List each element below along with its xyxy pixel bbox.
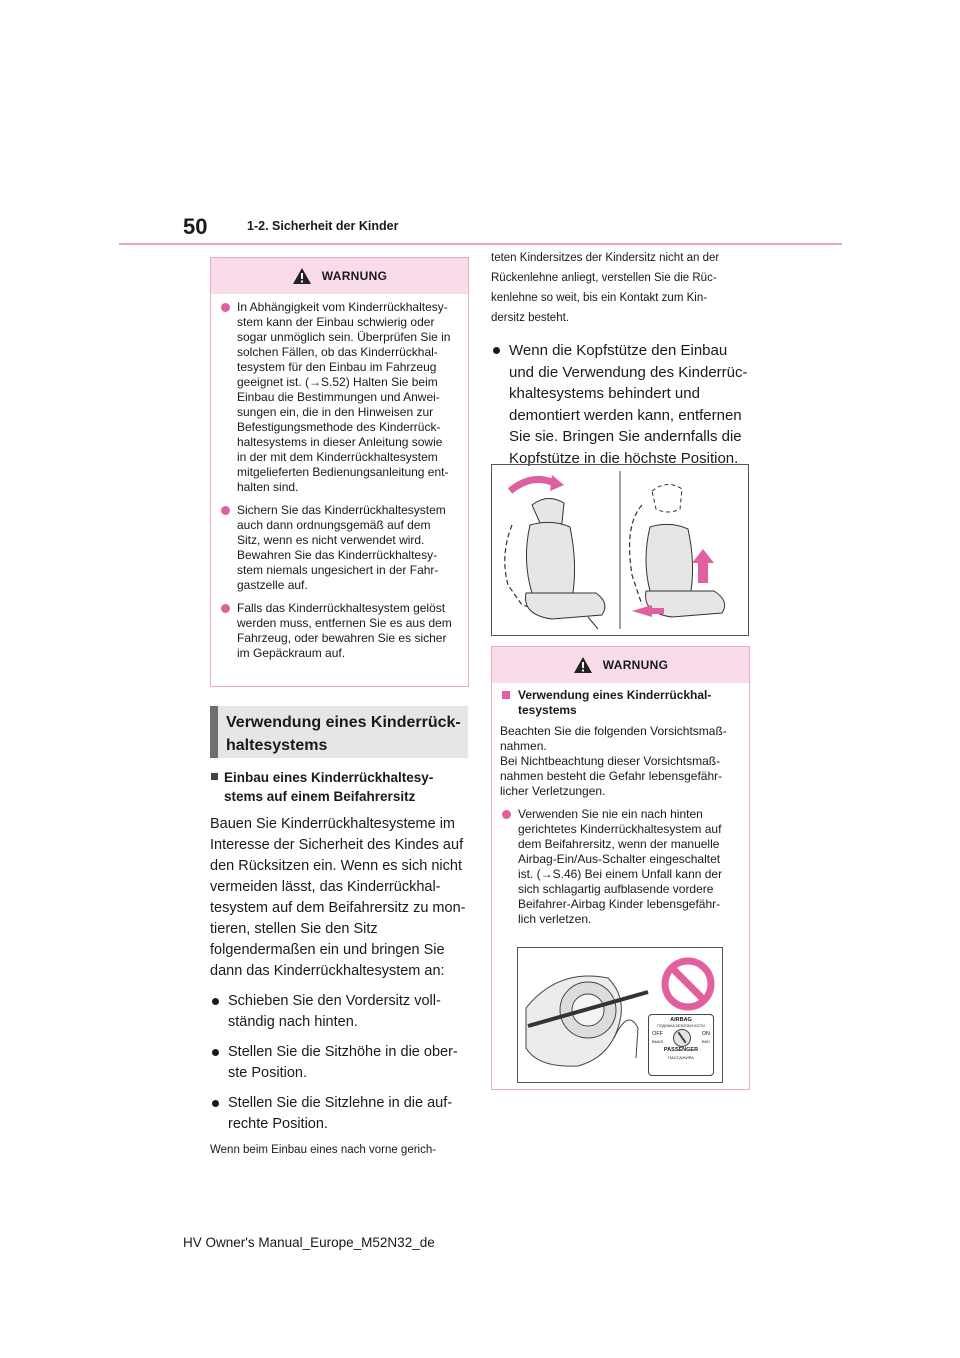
note-text-cont: teten Kindersitzes der Kindersitz nicht an der Rückenlehne anliegt, verstellen Sie die Rüc- kenlehne so weit, bis ein Kontakt zum Kin- dersitz besteht. — [491, 252, 720, 324]
section-title: 1-2. Sicherheit der Kinder — [247, 219, 399, 233]
header-divider — [119, 243, 842, 245]
step-item: Stellen Sie die Sitzhöhe in die ober- ste Position. — [210, 1042, 472, 1084]
warning-item: In Abhängigkeit vom Kinderrückhaltesy- stem kann der Einbau schwierig oder sogar unmöglich sein. Überprüfen Sie in solchen Fällen, ob das Kinderrückhal- tesystem für den Einbau im Fahrzeug geeignet ist. (→S.52) Halten Sie beim Einbau die Bestimmungen und Anwei- sungen ein, die in den Hinweisen zur Befestigungsmethode des Kinderrück- haltesystems in dieser Anleitung sowie in der mit dem Kinderrückhaltesystem mitgelieferten Bedienungsanleitung ent- halten sind. — [219, 300, 458, 495]
airbag-on-cyr: ВКЛ — [702, 1039, 710, 1044]
warning-header — [211, 258, 468, 294]
airbag-switch-icon — [673, 1029, 691, 1047]
airbag-label-top-cyr: ПОДУШКА БЕЗОПАСНОСТИ — [657, 1024, 705, 1028]
warning-label: WARNUNG — [321, 269, 388, 283]
page-number: 50 — [183, 214, 208, 239]
airbag-illustration — [517, 947, 723, 1083]
seat-diagram — [492, 465, 748, 635]
section-heading: Verwendung eines Kinderrück- haltesystems — [210, 706, 468, 758]
right-column — [491, 248, 751, 469]
airbag-off-label: OFF — [652, 1031, 664, 1037]
airbag-passenger-label: PASSENGER — [663, 1047, 699, 1053]
warning-box-1 — [210, 257, 469, 687]
subheading: Einbau eines Kinderrückhaltesy- stems auf einem Beifahrersitz — [210, 768, 472, 806]
body-paragraph: Bauen Sie Kinderrückhaltesysteme im Interesse der Sicherheit des Kindes auf den Rücksitzen ein. Wenn es sich nicht vermeiden lässt, das Kinderrückhal- tesystem auf dem Beifahrersitz zu mon- tieren, stellen Sie den Sitz folgendermaßen ein und bringen Sie dann das Kinderrückhaltesystem an: — [210, 816, 466, 979]
warning-box-2 — [491, 646, 750, 1090]
note-text: Wenn beim Einbau eines nach vorne gerich- — [210, 1144, 437, 1156]
seat-illustration — [491, 464, 749, 636]
warning-title: Verwendung eines Kinderrückhal- tesystems — [500, 688, 739, 718]
warning-label: WARNUNG — [602, 658, 669, 672]
warning-header — [492, 647, 749, 683]
left-column — [210, 768, 472, 1158]
warning-item: Sichern Sie das Kinderrückhaltesystem auch dann ordnungsgemäß auf dem Sitz, wenn es nicht verwendet wird. Bewahren Sie das Kinderrückhaltesy- stem niemals ungesichert in der Fahr- gastzelle auf. — [219, 503, 458, 593]
seat-left — [505, 475, 605, 629]
airbag-label-top: AIRBAG — [670, 1017, 692, 1023]
prohibited-icon — [660, 956, 716, 1012]
step-item: Wenn die Kopfstütze den Einbau und die Verwendung des Kinderrüc- khaltesystems behindert und demontiert werden kann, entfernen Sie sie. Bringen Sie andernfalls die Kopfstütze in die höchste Position. — [491, 340, 751, 469]
step-item: Stellen Sie die Sitzlehne in die auf- rechte Position. — [210, 1093, 472, 1135]
airbag-on-label: ON — [701, 1031, 710, 1037]
footer-text: HV Owner's Manual_Europe_M52N32_de — [183, 1235, 435, 1250]
warning-triangle-icon — [573, 656, 593, 674]
seat-right — [630, 484, 725, 617]
airbag-passenger-cyr: ПАССАЖИРА — [668, 1055, 694, 1060]
warning-item: Verwenden Sie nie ein nach hinten gerichtetes Kinderrückhaltesystem auf dem Beifahrersitz, wenn der manuelle Airbag-Ein/Aus-Schalter eingeschaltet ist. (→S.46) Bei einem Unfall kann der sich schlagartig aufblasende vordere Beifahrer-Airbag Kinder lebensgefähr- lich verletzen. — [500, 807, 739, 927]
warning-item: Falls das Kinderrückhaltesystem gelöst werden muss, entfernen Sie es aus dem Fahrzeug, oder bewahren Sie es sicher im Gepäckraum auf. — [219, 601, 458, 661]
airbag-switch-label — [648, 1014, 714, 1076]
step-item: Schieben Sie den Vordersitz voll- ständig nach hinten. — [210, 991, 472, 1033]
warning-triangle-icon — [292, 267, 312, 285]
airbag-off-cyr: ВЫКЛ — [652, 1039, 664, 1044]
warning-intro: Beachten Sie die folgenden Vorsichtsmaß- nahmen. Bei Nichtbeachtung dieser Vorsichtsmaß- nahmen besteht die Gefahr lebensgefähr- licher Verletzungen. — [500, 724, 727, 798]
